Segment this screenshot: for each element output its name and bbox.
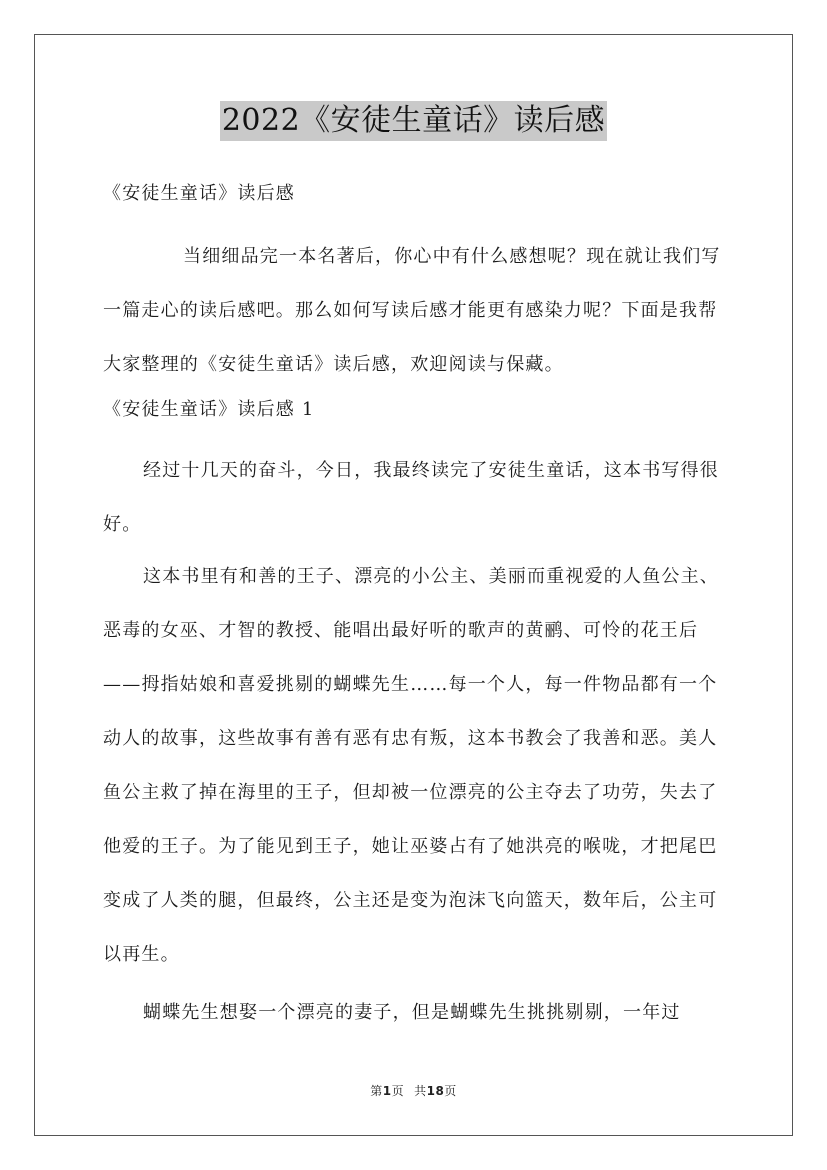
total-prefix: 共 [414, 1084, 427, 1098]
body-paragraph-3: 蝴蝶先生想娶一个漂亮的妻子，但是蝴蝶先生挑挑剔剔，一年过 [143, 1002, 681, 1023]
page-footer [0, 1082, 827, 1099]
body-paragraph-1: 经过十几天的奋斗，今日，我最终读完了安徒生童话，这本书写得很好。 [103, 460, 719, 535]
page-current: 1 [382, 1084, 392, 1098]
page-total: 18 [426, 1084, 445, 1098]
document-subtitle: 《安徒生童话》读后感 [103, 183, 295, 204]
title-container [0, 101, 827, 141]
document-title: 2022《安徒生童话》读后感 [220, 101, 607, 141]
section-heading: 《安徒生童话》读后感 1 [103, 399, 315, 420]
body-paragraph-2: 这本书里有和善的王子、漂亮的小公主、美丽而重视爱的人鱼公主、恶毒的女巫、才智的教授、能唱出最好听的歌声的黄鹂、可怜的花王后——拇指姑娘和喜爱挑剔的蝴蝶先生……每一个人，每一件物品都有一个动人的故事，这些故事有善有恶有忠有叛，这本书教会了我善和恶。美人鱼公主救了掉在海里的王子，但却被一位漂亮的公主夺去了功劳，失去了他爱的王子。为了能见到王子，她让巫婆占有了她洪亮的喉咙，才把尾巴变成了人类的腿，但最终，公主还是变为泡沫飞向篮天，数年后，公主可以再生。 [103, 566, 719, 965]
page-prefix: 第 [370, 1084, 383, 1098]
page-suffix: 页 [391, 1084, 405, 1098]
intro-paragraph: 当细细品完一本名著后，你心中有什么感想呢？现在就让我们写一篇走心的读后感吧。那么如何写读后感才能更有感染力呢？下面是我帮大家整理的《安徒生童话》读后感，欢迎阅读与保藏。 [103, 246, 721, 375]
total-suffix: 页 [444, 1084, 457, 1098]
